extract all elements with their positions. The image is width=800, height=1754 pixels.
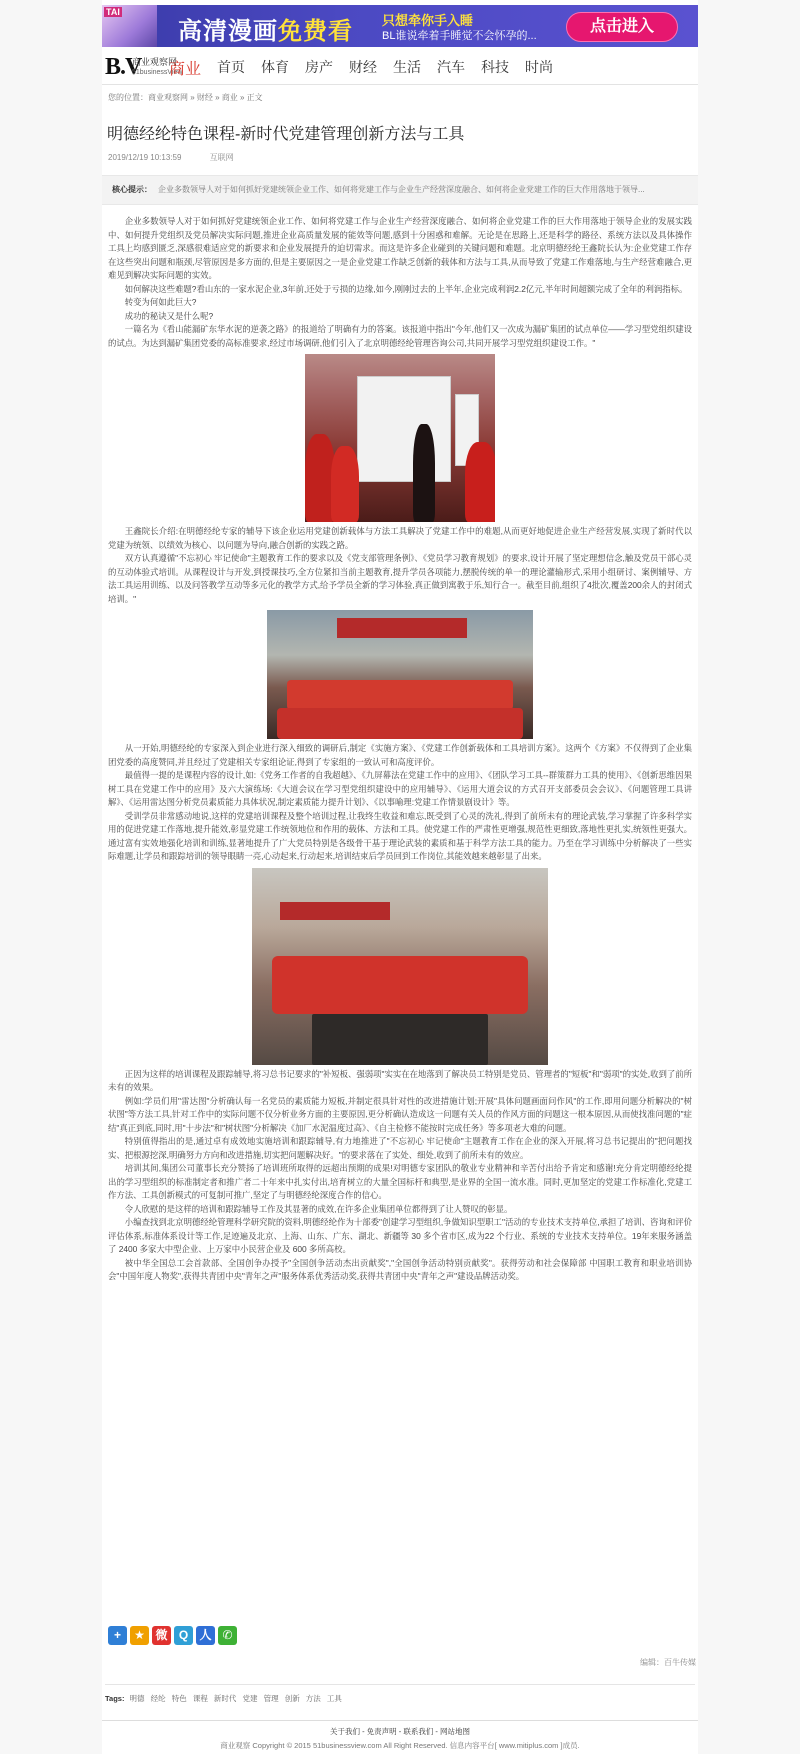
logo-name: 商业观察网 [132, 57, 178, 67]
photo-trousers [312, 1014, 488, 1065]
nav-item-fashion[interactable]: 时尚 [525, 59, 554, 75]
tags-label: Tags: [105, 1694, 125, 1703]
ad-banner[interactable] [102, 5, 698, 47]
paragraph: 王鑫院长介绍:在明德经纶专家的辅导下该企业运用党建创新载体与方法工具解决了党建工作中的难题,从而更好地促进企业生产经营发展,实现了新时代以党建为统领、以绩效为核心、以问题为导向,融合创新的实践之路。 [108, 526, 692, 550]
nav-item-home[interactable]: 首页 [217, 59, 246, 75]
photo-hall-banner [337, 618, 467, 638]
nav-item-tech[interactable]: 科技 [481, 59, 510, 75]
ad-headline-b: 免费看 [278, 18, 353, 45]
paragraph: 从一开始,明德经纶的专家深入到企业进行深入细致的调研后,制定《实施方案》、《党建工作创新载体和工具培训方案》。这两个《方案》不仅得到了企业集团党委的高度赞同,并且经过了党建相关专家组论证,得到了专家组的一致认可和高度评价。 [108, 743, 692, 767]
tag-link[interactable]: 新时代 [213, 1694, 237, 1703]
logo-en: 51businessView [132, 69, 183, 76]
photo-slide-board [357, 376, 451, 482]
photo-attendee [465, 442, 495, 522]
photo-standing-group [272, 956, 528, 1014]
ad-enter-button[interactable]: 点击进入 [566, 12, 678, 42]
article-body [108, 215, 692, 1284]
paragraph: 例如:学员们用"雷达图"分析确认每一名党员的素质能力短板,并制定很具针对性的改进措施计划;开展"具体问题画面问作风"的工作,即用问题分析解决的"树状图"等方法工具,针对工作中的实际问题不仅分析业务方面的主要原因,更分析确认造成这一问题有关人员的作风方面的问题这一根本原因,从而使找准问题的"症结"真正到底,同时,用"十步法"和"树状图"分析解决《加厂水泥温度过高》、《自主检修不能按时完成任务》等多项老大难的问题。 [108, 1095, 692, 1133]
ad-headline [178, 11, 353, 46]
favorite-star-icon[interactable]: ★ [130, 1626, 149, 1645]
article-photo-oath [252, 868, 548, 1065]
tag-link[interactable]: 课程 [192, 1694, 208, 1703]
logo-mark: B.V [105, 54, 142, 80]
tag-link[interactable]: 经纶 [150, 1694, 166, 1703]
ad-subtitle: 只想牵你手入睡 [382, 13, 474, 28]
ad-headline-a: 高清漫画 [178, 18, 278, 45]
tag-link[interactable]: 工具 [326, 1694, 342, 1703]
breadcrumb[interactable]: 您的位置：商业观察网 » 财经 » 商业 » 正文 [108, 93, 263, 102]
paragraph: 正因为这样的培训课程及跟踪辅导,将习总书记要求的"补短板、强弱项"实实在在地落到了解决员工特别是党员、管理者的"短板"和"弱项"的实处,收到了前所未有的效果。 [108, 1068, 692, 1092]
paragraph: 最值得一提的是课程内容的设计,如:《党务工作者的自我超越》、《九屏幕法在党建工作中的应用》、《团队学习工具--群策群力工具的使用》、《创新思维因果树工具在党建工作中的应用》及六大演练场:《大道会议在学习型党组织建设中的应用辅导》、《运用大道会议的方式召开支部委员会会议》、《问题管理工具讲解》、《运用雷达图分析党员素质能力具体状况,制定素质能力提升计划》、《以事喻理:党建工作情景剧设计》等。 [108, 770, 692, 807]
article-summary [102, 175, 698, 205]
wechat-icon[interactable]: ✆ [218, 1626, 237, 1645]
paragraph: 企业多数领导人对于如何抓好党建统领企业工作、如何将党建工作与企业生产经营深度融合、如何将企业党建工作的巨大作用落地于领导企业的发展实践中、如何提升党组织及党员解决实际问题,推进企业高质量发展的能效等问题,感到十分困惑和难解。无论是在思路上,还是科学的路径、系统方法以及具体操作工具上均感到匮乏,深感很难适应党的新要求和企业发展提升的迫切需求。而这是许多企业碰到的关键问题和难题。北京明德经纶王鑫院长认为:企业党建工作存在这些突出问题和瓶颈,尽管原因是多方面的,但是主要原因之一是企业党建工作缺乏创新的载体和方法与工具,从而导致了党建工作难落地,与生产经营难融合,更难见到解决实际问题的实效。 [108, 216, 692, 280]
tag-link[interactable]: 管理 [263, 1694, 279, 1703]
paragraph: 令人欣慰的是这样的培训和跟踪辅导工作及其显著的成效,在许多企业集团单位都得到了让人赞叹的彰显。 [124, 1203, 513, 1214]
article-photo-classroom [267, 610, 533, 739]
footer-links[interactable]: 关于我们 - 免责声明 - 联系我们 - 网站地图 [330, 1727, 470, 1736]
ad-thumbnail [102, 5, 157, 47]
qzone-icon[interactable]: Q [174, 1626, 193, 1645]
ad-subtitle-2: BL谁说牵着手睡觉不会怀孕的... [382, 30, 537, 42]
article-title: 明德经纶特色课程-新时代党建管理创新方法与工具 [107, 126, 465, 143]
photo-speaker [413, 424, 435, 522]
tag-link[interactable]: 方法 [305, 1694, 321, 1703]
footer-copyright: 商业观察 Copyright © 2015 51businessview.com All Right Reserved. 信息内容平台[ www.mitiplus.com ]成员. [220, 1741, 580, 1750]
article-meta [108, 152, 260, 163]
photo-flag [280, 902, 390, 920]
photo-attendee [331, 446, 359, 522]
paragraph: 如何解决这些难题?看山东的一家水泥企业,3年前,还处于亏损的边缘,如今,刚刚过去的上半年,企业完成利润2.2亿元,半年时间超额完成了全年的利润指标。 [124, 283, 688, 294]
paragraph: 一篇名为《看山能漏矿东华水泥的逆袭之路》的报道给了明确有力的答案。该报道中指出"今年,他们又一次成为漏矿集团的试点单位——学习型党组织建设的试点。为达到漏矿集团党委的高标准要求,经过市场调研,他们引入了北京明德经纶管理咨询公司,共同开展学习型党组织建设工作。" [108, 324, 692, 348]
share-plus-icon[interactable]: + [108, 1626, 127, 1645]
nav-item-auto[interactable]: 汽车 [437, 59, 466, 75]
nav-item-sports[interactable]: 体育 [261, 59, 290, 75]
ad-thumb-tag: TAI [106, 7, 120, 17]
tag-link[interactable]: 创新 [284, 1694, 300, 1703]
footer-divider [102, 1720, 698, 1721]
photo-seated-row [277, 708, 523, 739]
photo-seated-row [287, 680, 513, 710]
nav-item-life[interactable]: 生活 [393, 59, 422, 75]
paragraph: 成功的秘诀又是什么呢? [124, 310, 214, 321]
site-header [102, 50, 698, 85]
share-bar [108, 1626, 240, 1645]
weibo-icon[interactable]: 微 [152, 1626, 171, 1645]
paragraph: 转变为何如此巨大? [124, 297, 197, 307]
summary-label: 核心提示： [112, 185, 152, 194]
article-source: 互联网 [209, 153, 234, 162]
paragraph: 小编查找到北京明德经纶管理科学研究院的资料,明德经纶作为十部委"创建学习型组织,争做知识型职工"活动的专业技术支持单位,承担了培训、咨询和评价评估体系,标准体系设计等工作,足迹遍及北京、上海、山东、广东、湖北、新疆等 30 多个省市区,成为22 个行业、系统的专业技术支持单位。19年来服务涵盖了 2400 多家大中型企业、上万家中小民营企业及 600 多所高校。 [108, 1217, 692, 1254]
article-editor: 编辑：百牛传媒 [640, 1658, 696, 1667]
nav-item-business[interactable]: 商业 [169, 60, 202, 78]
renren-icon[interactable]: 人 [196, 1626, 215, 1645]
article-date: 2019/12/19 10:13:59 [108, 153, 182, 162]
paragraph: 特别值得指出的是,通过卓有成效地实施培训和跟踪辅导,有力地推进了"不忘初心 牢记使命"主题教育工作在企业的深入开展,将习总书记提出的"把问题找实、把根源挖深,明确努力方向和改进措施,切实把问题解决好。"的要求落在了实处、细处,收到了前所未有的效应。 [108, 1136, 692, 1160]
paragraph: 被中华全国总工会首款部、全国创争办授予"全国创争活动杰出贡献奖","全国创争活动特别贡献奖"。获得劳动和社会保障部 中国职工教育和职业培训协会"中国年度人物奖",获得共青团中央"青年之声"服务体系优秀活动奖,获得共青团中央"青年之声"建设品牌活动奖。 [108, 1257, 692, 1281]
tag-link[interactable]: 明德 [129, 1694, 145, 1703]
summary-text: 企业多数领导人对于如何抓好党建统领企业工作、如何将党建工作与企业生产经营深度融合、如何将企业党建工作的巨大作用落地于领导... [158, 185, 645, 194]
page [102, 0, 698, 1754]
paragraph: 受训学员非常感动地说,这样的党建培训课程及整个培训过程,让我终生收益和难忘,既受到了心灵的洗礼,得到了前所未有的理论武装,学习掌握了许多科学实用的促进党建工作落地,提升能效,彰显党建工作统领地位和作用的载体、方法和工具。使党建工作的严肃性更增强,规范性更细致,落地性更扎实,统领性更强大。通过富有实效地强化培训和训练,显著地提升了广大党员特别是各级骨干基于理论武装的素质和基于科学方法工具的能力。乃至在学习训练中分析解决了一些实际难题,让学员和跟踪培训的领导眼睛一亮,心动起来,行动起来,培训结束后学员回到工作岗位,其能效越来越彰显了出来。 [108, 810, 692, 861]
site-logo[interactable] [105, 53, 183, 81]
tag-link[interactable]: 特色 [171, 1694, 187, 1703]
main-nav [167, 50, 567, 84]
nav-item-finance[interactable]: 财经 [349, 59, 378, 75]
tag-link[interactable]: 党建 [242, 1694, 258, 1703]
tags-bar [105, 1684, 695, 1704]
article-photo-speaker [305, 354, 495, 522]
paragraph: 培训其间,集团公司董事长充分赞扬了培训班所取得的远超出预期的成果!对明德专家团队的敬业专业精神和辛苦付出给予肯定和感谢!充分肯定明德经纶提出的学习型组织的标准制定者和推广者二十年来中扎实付出,培育树立的大量全国标杆和典型,是业界的全国一流水准。同时,更加坚定的党建工作标准化,党建工作方法、工具创新模式的可复制可推广,坚定了与明德经纶深度合作的信心。 [108, 1163, 692, 1200]
nav-item-realestate[interactable]: 房产 [305, 59, 334, 75]
paragraph: 双方认真遵循"不忘初心 牢记使命"主题教育工作的要求以及《党支部管理条例》、《党员学习教育规划》的要求,设计开展了坚定理想信念,触及党员干部心灵的互动体验式培训。从课程设计与开发,到授课技巧,全方位紧扣当前主题教育,提升学员各项能力,摆脱传统的单一的理论灌输形式,采用小组研讨、案例辅导、方法工具运用训练、以及问答教学互动等多元化的教学方式,给予学员全新的学习体验,真正做到寓教于乐,知行合一。截至目前,组织了4批次,覆盖200余人的封闭式培训。" [108, 553, 692, 604]
